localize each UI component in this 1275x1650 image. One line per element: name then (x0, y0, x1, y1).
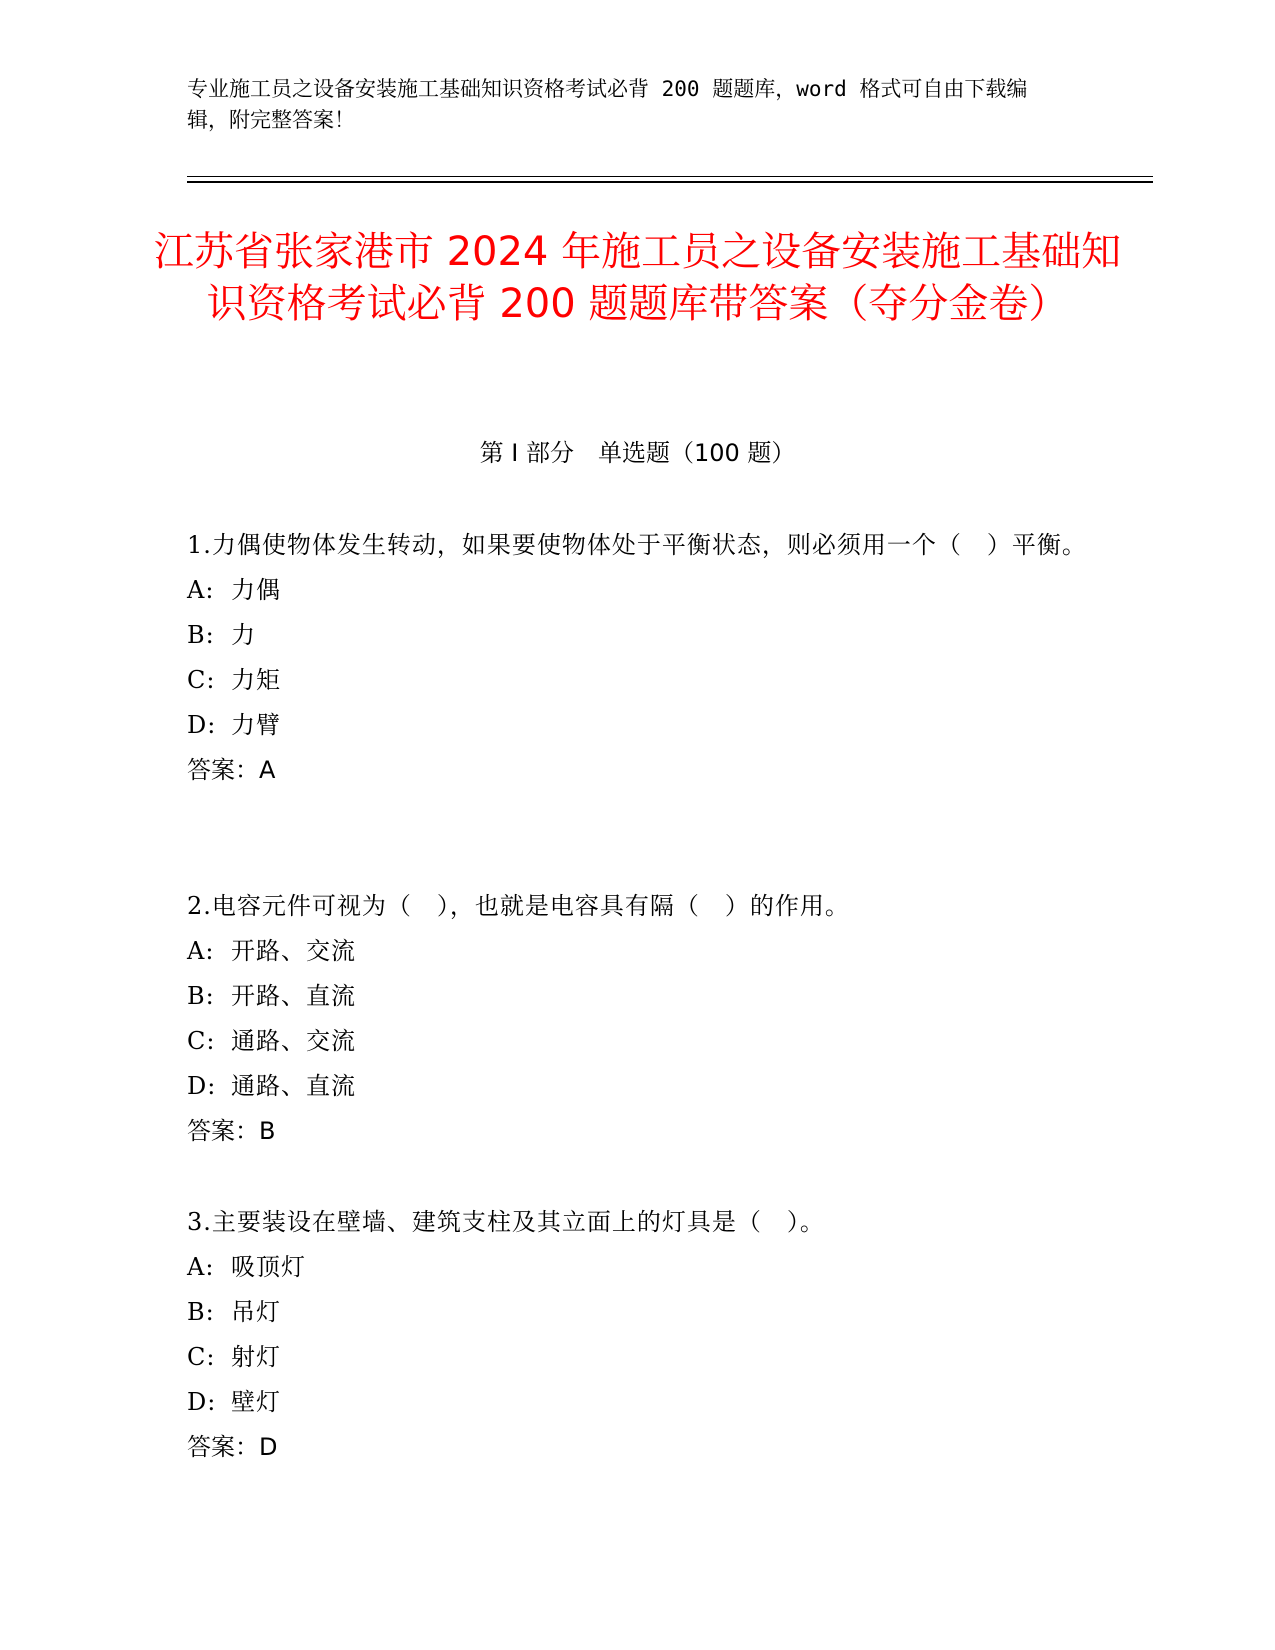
answer-text: 答案：D (187, 1433, 278, 1461)
option-text: 力臂 (231, 711, 281, 739)
option-a (187, 1245, 1087, 1290)
option-d (187, 1380, 1087, 1425)
option-c (187, 1335, 1087, 1380)
option-key: D: (187, 711, 217, 739)
option-text: 通路、交流 (231, 1027, 356, 1055)
option-c (187, 658, 1087, 703)
answer-text: 答案：A (187, 756, 276, 784)
option-key: D: (187, 1072, 217, 1100)
question-block (187, 1200, 1087, 1470)
option-a (187, 568, 1087, 613)
question-text: 2.电容元件可视为（ ），也就是电容具有隔（ ）的作用。 (187, 892, 850, 920)
option-text: 开路、直流 (231, 982, 356, 1010)
option-text: 吊灯 (231, 1298, 281, 1326)
option-key: B: (187, 621, 215, 649)
option-d (187, 1064, 1087, 1109)
question-block (187, 884, 1087, 1154)
option-text: 壁灯 (231, 1388, 281, 1416)
option-key: A: (187, 1253, 215, 1281)
option-a (187, 929, 1087, 974)
option-text: 通路、直流 (231, 1072, 356, 1100)
answer-text: 答案：B (187, 1117, 276, 1145)
option-key: A: (187, 576, 215, 604)
option-d (187, 703, 1087, 748)
option-key: B: (187, 1298, 215, 1326)
option-key: C: (187, 1343, 216, 1371)
option-b (187, 613, 1087, 658)
header-divider-thin (187, 176, 1153, 177)
question-text: 1.力偶使物体发生转动，如果要使物体处于平衡状态，则必须用一个（ ）平衡。 (187, 531, 1087, 559)
option-text: 吸顶灯 (231, 1253, 306, 1281)
option-text: 力偶 (231, 576, 281, 604)
option-b (187, 974, 1087, 1019)
option-key: B: (187, 982, 215, 1010)
section-title: 第 I 部分 单选题（100 题） (479, 439, 796, 467)
option-c (187, 1019, 1087, 1064)
option-key: D: (187, 1388, 217, 1416)
option-key: A: (187, 937, 215, 965)
option-text: 力 (231, 621, 256, 649)
header-divider-thick (187, 181, 1153, 183)
option-text: 开路、交流 (231, 937, 356, 965)
question-text: 3.主要装设在壁墙、建筑支柱及其立面上的灯具是（ ）。 (187, 1208, 825, 1236)
option-text: 力矩 (231, 666, 281, 694)
option-key: C: (187, 1027, 216, 1055)
option-b (187, 1290, 1087, 1335)
header-note: 专业施工员之设备安装施工基础知识资格考试必背 200 题题库，word 格式可自由下载编辑，附完整答案！ (187, 77, 1028, 132)
question-block (187, 523, 1087, 793)
document-title: 江苏省张家港市 2024 年施工员之设备安装施工基础知识资格考试必背 200 题题库带答案（夺分金卷） (153, 229, 1122, 327)
option-text: 射灯 (231, 1343, 281, 1371)
option-key: C: (187, 666, 216, 694)
